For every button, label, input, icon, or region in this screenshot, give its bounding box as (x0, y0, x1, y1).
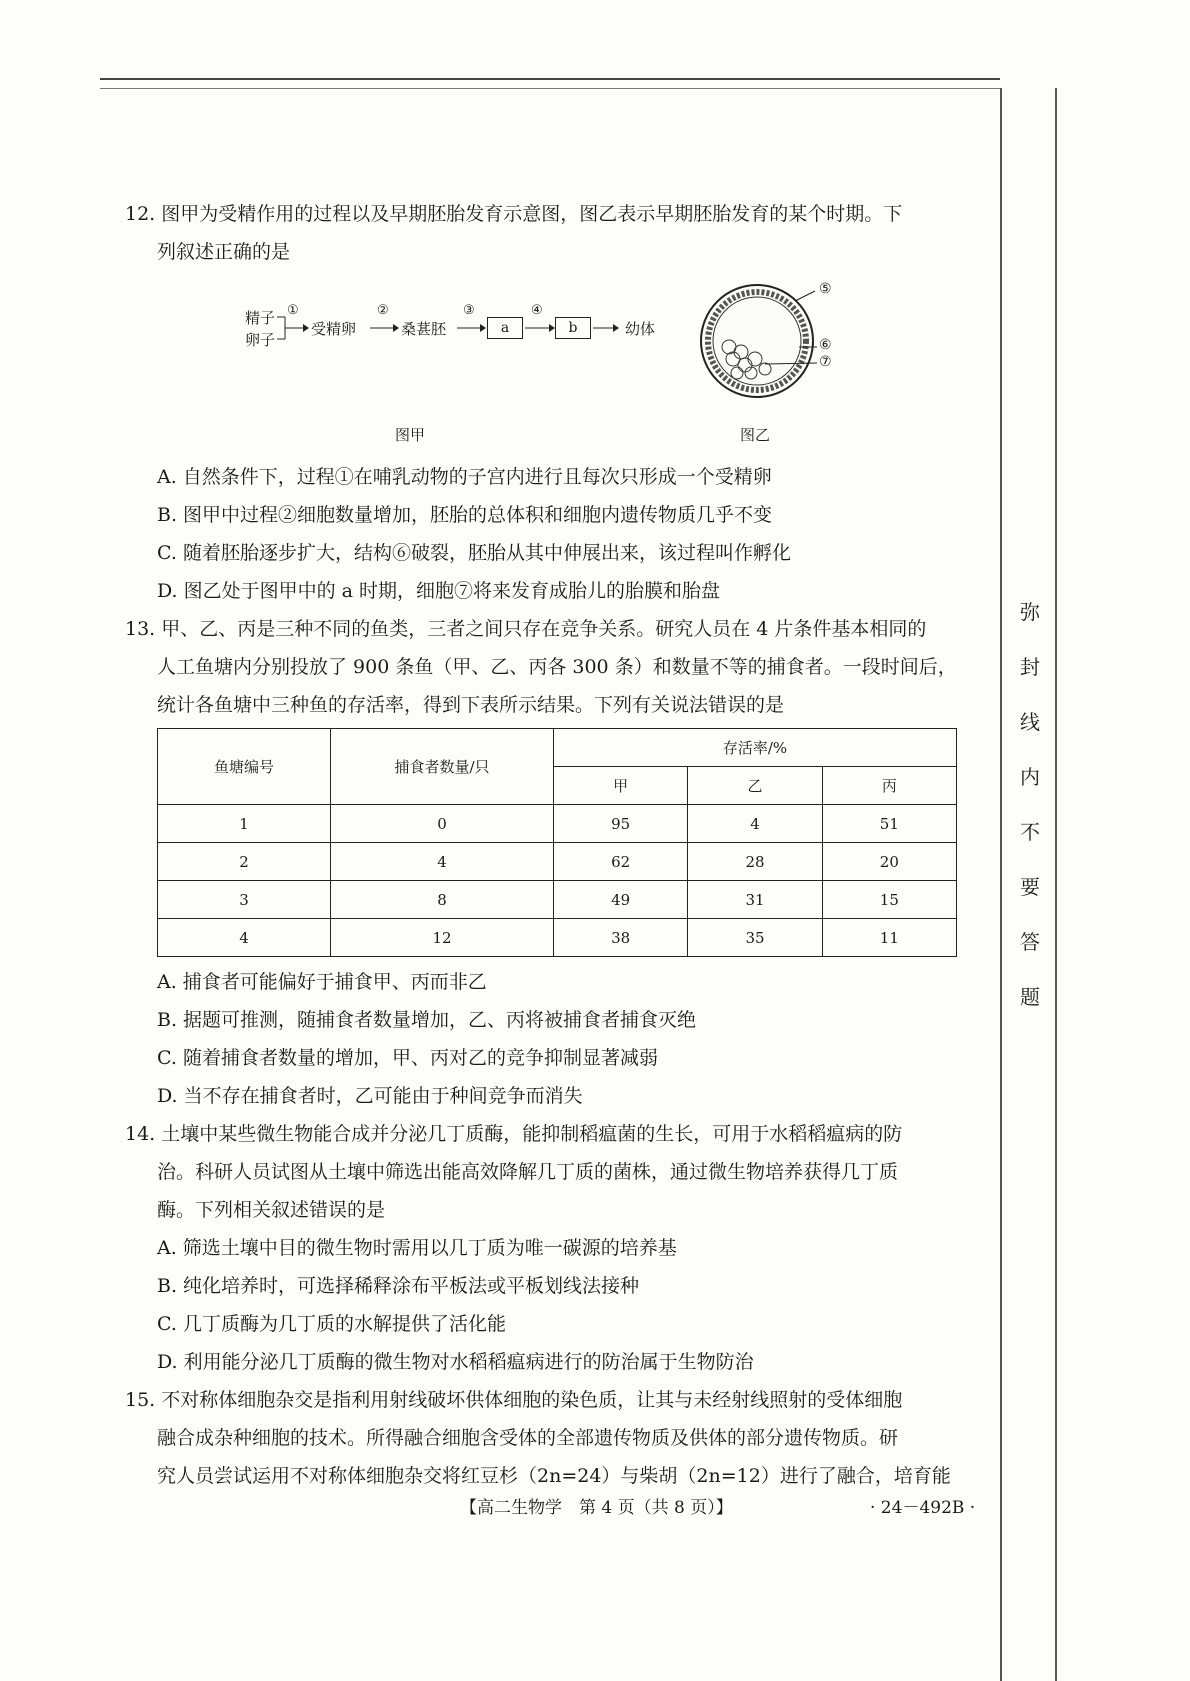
binding-line-left (1000, 88, 1002, 1681)
cell: 3 (158, 881, 331, 919)
cell: 4 (158, 919, 331, 957)
young-label: 幼体 (625, 320, 656, 338)
cell: 0 (331, 805, 554, 843)
q14-stem-cont2: 酶。下列相关叙述错误的是 (157, 1199, 386, 1221)
label-5: ⑤ (819, 281, 832, 297)
q14-option-d: D. 利用能分泌几丁质酶的微生物对水稻稻瘟病进行的防治属于生物防治 (157, 1351, 754, 1373)
q12-option-c: C. 随着胚胎逐步扩大，结构⑥破裂，胚胎从其中伸展出来，该过程叫作孵化 (157, 542, 791, 564)
th-jia: 甲 (554, 767, 688, 805)
table-row (158, 919, 957, 957)
step4-label: ④ (531, 303, 543, 318)
q12-option-b: B. 图甲中过程②细胞数量增加，胚胎的总体积和细胞内遗传物质几乎不变 (157, 504, 773, 526)
q13-stem-cont: 人工鱼塘内分别投放了 900 条鱼（甲、乙、丙各 300 条）和数量不等的捕食者。一段时间后， (157, 656, 957, 678)
binding-notice (1010, 585, 1050, 1025)
cell: 28 (688, 843, 822, 881)
cell: 95 (554, 805, 688, 843)
sperm-label: 精子 (245, 309, 276, 327)
q15-stem-cont2: 究人员尝试运用不对称体细胞杂交将红豆杉（2n=24）与柴胡（2n=12）进行了融合，培育能 (157, 1465, 951, 1487)
cell: 31 (688, 881, 822, 919)
cell: 4 (688, 805, 822, 843)
footer-code: · 24－492B · (870, 1498, 976, 1518)
side-char: 不 (1020, 820, 1040, 844)
cell: 11 (822, 919, 956, 957)
stage-a-box: a (487, 317, 523, 339)
table-row (158, 843, 957, 881)
binding-line-right (1055, 88, 1057, 1681)
top-rule (100, 78, 1000, 80)
q13-option-c: C. 随着捕食者数量的增加，甲、丙对乙的竞争抑制显著减弱 (157, 1047, 658, 1069)
fig-a-caption: 图甲 (395, 426, 426, 444)
footer-page-info: 【高二生物学 第 4 页（共 8 页）】 (460, 1498, 733, 1518)
q13-stem: 13. 甲、乙、丙是三种不同的鱼类，三者之间只存在竞争关系。研究人员在 4 片条件基本相同的 (125, 618, 927, 640)
step1-label: ① (287, 303, 299, 318)
fertilized-egg-label: 受精卵 (311, 320, 357, 338)
fig-b-caption: 图乙 (740, 426, 771, 444)
morula-label: 桑葚胚 (401, 320, 447, 338)
page-content (125, 195, 985, 1495)
cell: 62 (554, 843, 688, 881)
th-pond: 鱼塘编号 (158, 729, 331, 805)
cell: 15 (822, 881, 956, 919)
cell: 20 (822, 843, 956, 881)
th-yi: 乙 (688, 767, 822, 805)
step3-label: ③ (463, 303, 475, 318)
label-6: ⑥ (819, 337, 832, 353)
q14-option-a: A. 筛选土壤中目的微生物时需用以几丁质为唯一碳源的培养基 (157, 1237, 677, 1259)
q12-option-d: D. 图乙处于图甲中的 a 时期，细胞⑦将来发育成胎儿的胎膜和胎盘 (157, 580, 721, 602)
side-char: 要 (1020, 875, 1040, 899)
q12-option-a: A. 自然条件下，过程①在哺乳动物的子宫内进行且每次只形成一个受精卵 (157, 466, 772, 488)
side-char: 弥 (1020, 600, 1040, 624)
q13-option-a: A. 捕食者可能偏好于捕食甲、丙而非乙 (157, 971, 487, 993)
top-rule-thin (100, 88, 1000, 89)
cell: 12 (331, 919, 554, 957)
th-survival-rate: 存活率/% (554, 729, 957, 767)
q12-stem-cont: 列叙述正确的是 (157, 241, 291, 263)
q14-option-c: C. 几丁质酶为几丁质的水解提供了活化能 (157, 1313, 506, 1335)
cell: 2 (158, 843, 331, 881)
side-char: 题 (1020, 985, 1040, 1009)
q13-option-b: B. 据题可推测，随捕食者数量增加，乙、丙将被捕食者捕食灭绝 (157, 1009, 697, 1031)
q13-stem-cont2: 统计各鱼塘中三种鱼的存活率，得到下表所示结果。下列有关说法错误的是 (157, 694, 785, 716)
label-7: ⑦ (819, 354, 832, 370)
step2-label: ② (377, 303, 389, 318)
cell: 4 (331, 843, 554, 881)
egg-label: 卵子 (245, 331, 276, 349)
side-char: 答 (1020, 930, 1040, 954)
table-row (158, 881, 957, 919)
table-row (158, 805, 957, 843)
cell: 1 (158, 805, 331, 843)
cell: 35 (688, 919, 822, 957)
survival-table (157, 728, 957, 957)
q14-stem: 14. 土壤中某些微生物能合成并分泌几丁质酶，能抑制稻瘟菌的生长，可用于水稻稻瘟病的防 (125, 1123, 903, 1145)
th-bing: 丙 (822, 767, 956, 805)
th-predators: 捕食者数量/只 (331, 729, 554, 805)
q13-option-d: D. 当不存在捕食者时，乙可能由于种间竞争而消失 (157, 1085, 583, 1107)
q15-stem: 15. 不对称体细胞杂交是指利用射线破坏供体细胞的染色质，让其与未经射线照射的受体细胞 (125, 1389, 903, 1411)
q12-stem: 12. 图甲为受精作用的过程以及早期胚胎发育示意图，图乙表示早期胚胎发育的某个时期。下 (125, 203, 903, 225)
q15-stem-cont: 融合成杂种细胞的技术。所得融合细胞含受体的全部遗传物质及供体的部分遗传物质。研 (157, 1427, 899, 1449)
cell: 38 (554, 919, 688, 957)
q12-figures (125, 279, 985, 454)
side-char: 线 (1020, 710, 1040, 734)
side-char: 封 (1020, 655, 1040, 679)
q14-option-b: B. 纯化培养时，可选择稀释涂布平板法或平板划线法接种 (157, 1275, 640, 1297)
q14-stem-cont: 治。科研人员试图从土壤中筛选出能高效降解几丁质的菌株，通过微生物培养获得几丁质 (157, 1161, 899, 1183)
stage-b-box: b (555, 317, 591, 339)
cell: 8 (331, 881, 554, 919)
cell: 51 (822, 805, 956, 843)
side-char: 内 (1020, 765, 1040, 789)
cell: 49 (554, 881, 688, 919)
